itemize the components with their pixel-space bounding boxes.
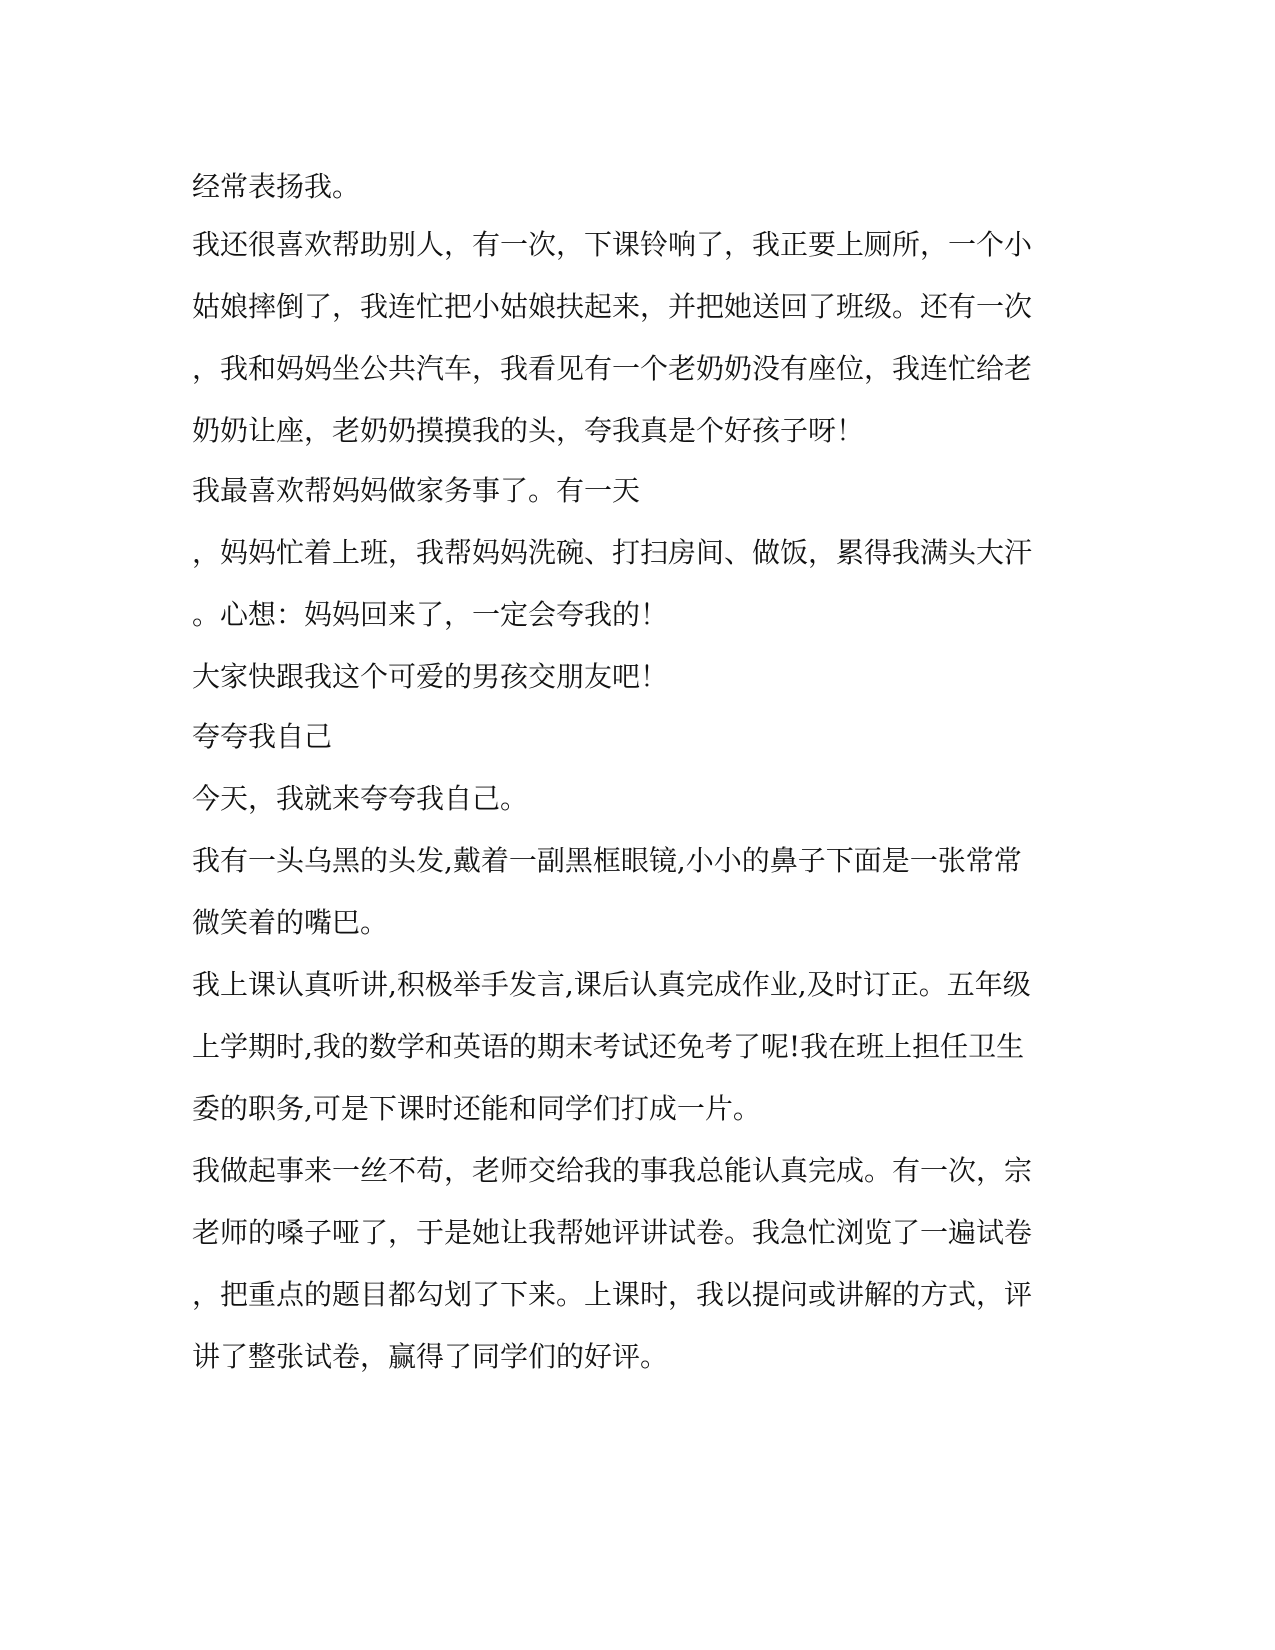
text-line: 我最喜欢帮妈妈做家务事了。有一天 [192, 474, 641, 507]
text-line: 老师的嗓子哑了，于是她让我帮她评讲试卷。我急忙浏览了一遍试卷 [192, 1216, 1033, 1249]
text-line: 大家快跟我这个可爱的男孩交朋友吧！ [192, 660, 669, 693]
text-line: ，妈妈忙着上班，我帮妈妈洗碗、打扫房间、做饭，累得我满头大汗 [192, 536, 1033, 569]
text-line: ，把重点的题目都勾划了下来。上课时，我以提问或讲解的方式，评 [192, 1278, 1033, 1311]
text-line: 微笑着的嘴巴。 [192, 906, 389, 939]
text-line: 奶奶让座，老奶奶摸摸我的头，夸我真是个好孩子呀！ [192, 414, 865, 447]
text-line: 我做起事来一丝不苟，老师交给我的事我总能认真完成。有一次，宗 [192, 1154, 1033, 1187]
text-line: 委的职务,可是下课时还能和同学们打成一片。 [192, 1092, 761, 1125]
text-line: 我有一头乌黑的头发,戴着一副黑框眼镜,小小的鼻子下面是一张常常 [192, 844, 1022, 877]
text-line: 今天，我就来夸夸我自己。 [192, 782, 529, 815]
text-line: 经常表扬我。 [192, 170, 361, 203]
text-line: 姑娘摔倒了，我连忙把小姑娘扶起来，并把她送回了班级。还有一次 [192, 290, 1033, 323]
text-line: 我上课认真听讲,积极举手发言,课后认真完成作业,及时订正。五年级 [192, 968, 1031, 1001]
text-line: 讲了整张试卷，赢得了同学们的好评。 [192, 1340, 669, 1373]
text-line: 。心想：妈妈回来了，一定会夸我的！ [192, 598, 669, 631]
text-line: 上学期时,我的数学和英语的期末考试还免考了呢!我在班上担任卫生 [192, 1030, 1025, 1063]
text-line: 我还很喜欢帮助别人，有一次，下课铃响了，我正要上厕所，一个小 [192, 228, 1033, 261]
text-line: ，我和妈妈坐公共汽车，我看见有一个老奶奶没有座位，我连忙给老 [192, 352, 1033, 385]
section-heading: 夸夸我自己 [192, 720, 333, 753]
